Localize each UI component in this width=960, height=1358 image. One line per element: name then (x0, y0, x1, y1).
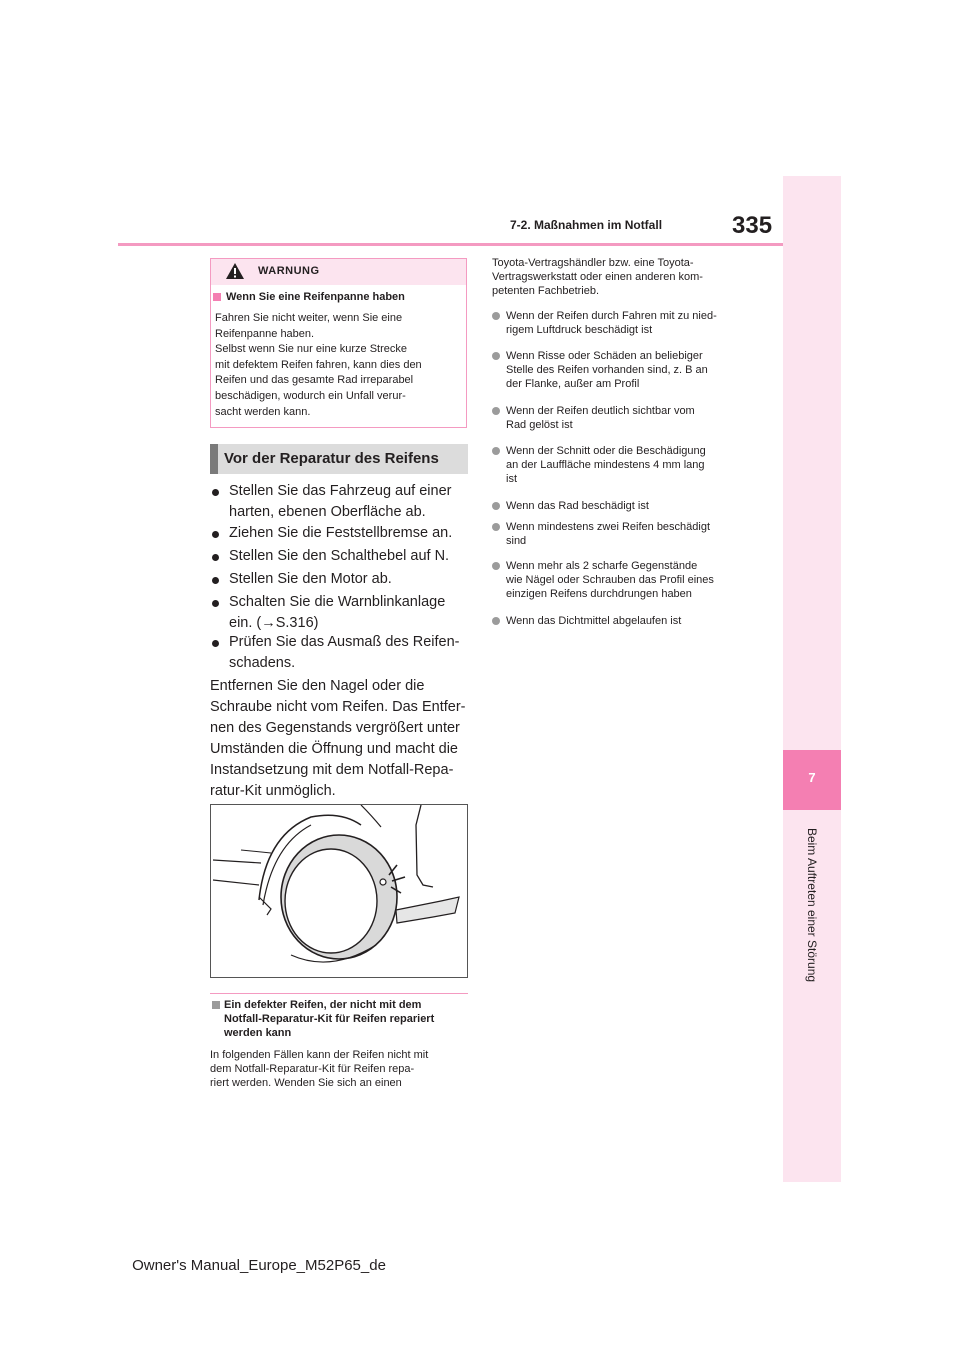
bullet-dot-icon (492, 562, 500, 570)
list-item: Wenn der Reifen durch Fahren mit zu nied- rigem Luftdruck beschädigt ist (492, 309, 762, 337)
chapter-number: 7 (808, 770, 816, 785)
bullet-dot-icon (492, 407, 500, 415)
section-title: 7-2. Maßnahmen im Notfall (510, 218, 663, 232)
list-item: Wenn mindestens zwei Reifen beschädigt sind (492, 520, 762, 548)
header-rule (118, 243, 783, 246)
bullet-dot-icon (212, 640, 219, 647)
warning-title: WARNUNG (258, 265, 320, 277)
bullet-dot-icon (492, 502, 500, 510)
footer-text: Owner's Manual_Europe_M52P65_de (132, 1257, 386, 1274)
body-paragraph: Entfernen Sie den Nagel oder die Schraube nicht vom Reifen. Das Entfer- nen des Gegenstands vergrößert unter Umständen die Öffnung und macht die Instandsetzung mit dem Notfall-Repa- ratur-Kit unmöglich. (210, 678, 466, 799)
list-item: Stellen Sie den Schalthebel auf N. (212, 546, 472, 567)
chapter-title-vertical: Beim Auftreten einer Störung (805, 827, 819, 983)
note-body: In folgenden Fällen kann der Reifen nicht mit dem Notfall-Reparatur-Kit für Reifen repa- riert werden. Wenden Sie sich an einen (210, 1049, 429, 1089)
warning-subtitle: Wenn Sie eine Reifenpanne haben (226, 291, 405, 303)
bullet-dot-icon (212, 489, 219, 496)
list-item: Wenn mehr als 2 scharfe Gegenstände wie Nägel oder Schrauben das Profil eines einzigen Reifens durchdrungen haben (492, 559, 762, 601)
bullet-dot-icon (492, 312, 500, 320)
section-heading: Vor der Reparatur des Reifens (224, 450, 439, 467)
list-item: Schalten Sie die Warnblinkanlage ein. (→S.316) (212, 592, 472, 634)
bullet-dot-icon (212, 531, 219, 538)
list-item: Wenn Risse oder Schäden an beliebiger Stelle des Reifen vorhanden sind, z. B an der Flanke, außer am Profil (492, 349, 762, 391)
side-tab (783, 176, 841, 1182)
bullet-dot-icon (492, 352, 500, 360)
bullet-dot-icon (212, 577, 219, 584)
list-item: Prüfen Sie das Ausmaß des Reifen-schadens. (212, 632, 472, 674)
warning-body: Fahren Sie nicht weiter, wenn Sie eine Reifenpanne haben. Selbst wenn Sie nur eine kurze Strecke mit defektem Reifen fahren, kann dies den Reifen und das gesamte Rad irreparabel beschädigen, wodurch ein Unfall verur- sacht werden kann. (215, 312, 422, 418)
square-bullet-icon (213, 293, 221, 301)
tire-illustration (210, 804, 468, 978)
note-title: Ein defekter Reifen, der nicht mit dem Notfall-Reparatur-Kit für Reifen repariert werden kann (224, 999, 435, 1039)
bullet-dot-icon (492, 617, 500, 625)
list-item: Stellen Sie den Motor ab. (212, 569, 472, 590)
list-item: Wenn das Rad beschädigt ist (492, 499, 762, 513)
bullet-dot-icon (492, 447, 500, 455)
bullet-dot-icon (212, 554, 219, 561)
warning-header (211, 259, 466, 285)
tire-drawing (211, 805, 467, 977)
list-item: Wenn der Reifen deutlich sichtbar vom Rad gelöst ist (492, 404, 762, 432)
divider (210, 993, 468, 994)
bullet-dot-icon (212, 600, 219, 607)
list-item: Stellen Sie das Fahrzeug auf einer harten, ebenen Oberfläche ab. (212, 481, 472, 523)
right-column-intro: Toyota-Vertragshändler bzw. eine Toyota- Vertragswerkstatt oder einen anderen kom- petenten Fachbetrieb. (492, 257, 703, 297)
page-number: 335 (732, 212, 773, 239)
square-bullet-icon (212, 1001, 220, 1009)
list-item: Ziehen Sie die Feststellbremse an. (212, 523, 472, 544)
warning-triangle-icon (225, 262, 245, 280)
list-item: Wenn der Schnitt oder die Beschädigung an der Lauffläche mindestens 4 mm lang ist (492, 444, 762, 486)
bullet-dot-icon (492, 523, 500, 531)
list-item: Wenn das Dichtmittel abgelaufen ist (492, 614, 762, 628)
